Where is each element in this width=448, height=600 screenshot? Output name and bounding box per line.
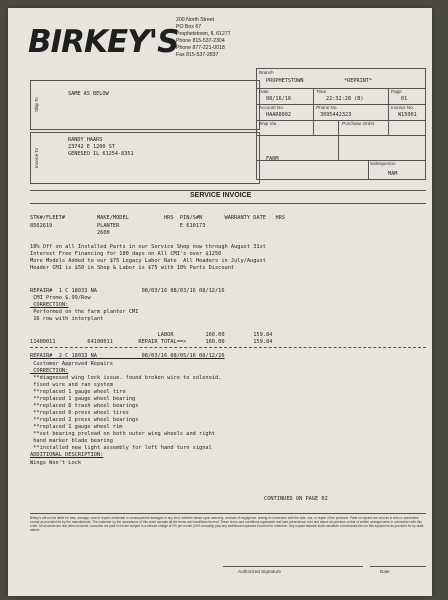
invoice-to-name: RANDY HAARS <box>68 137 103 143</box>
repair-1-text: 16 row with interplant <box>30 316 104 322</box>
footer-rule <box>30 513 426 514</box>
invoice-to-city: GENESEO IL 61254-8351 <box>68 151 134 157</box>
repair-1-total: 11400011 64100011 REPAIR TOTAL==> 160.00 159.84 <box>30 339 273 345</box>
continued-note: CONTINUED ON PAGE 02 <box>264 496 328 502</box>
title-rule-top <box>30 190 426 191</box>
repair-2-line: hand marker blade bearing <box>30 438 113 444</box>
invoice-number-label: Invoice No. <box>391 105 414 110</box>
salesperson-value: MAM <box>388 171 398 177</box>
date-value: 08/16/16 <box>266 96 291 102</box>
company-phone-tollfree: Phone 877-221-0018 <box>176 45 225 51</box>
reprint-stamp: *REPRINT* <box>344 78 373 84</box>
promo-line: Interest Free Financing for 180 days on All CMI's over $1250 <box>30 251 222 257</box>
repair-2-line: **set bearing preload on both outer wing wheels and right <box>30 431 215 437</box>
grid-line <box>256 135 426 136</box>
invoice-to-box <box>30 132 260 184</box>
repair-divider <box>30 347 426 348</box>
equipment-header: STK#/FLEET# MAKE/MODEL HRS PIN/S#N WARRANTY DATE HRS <box>30 215 286 221</box>
ship-to-label: Ship To <box>34 97 39 112</box>
grid-line <box>388 88 389 135</box>
authorized-signature-label: Authorized Signature <box>238 569 281 574</box>
repair-2-line: **replaced 1 gauge wheel bearing <box>30 396 136 402</box>
header-fields-box <box>256 68 426 180</box>
ship-via-value: FARM <box>266 156 279 162</box>
ship-to-box <box>30 80 260 130</box>
account-label: Account No. <box>259 105 285 110</box>
phone-label: Phone No. <box>316 105 338 110</box>
company-address <box>176 17 231 59</box>
additional-description-label: ADDITIONAL DESCRIPTION: <box>30 452 104 458</box>
company-phone-service: Phone 815-537-2304 <box>176 38 225 44</box>
equipment-row: 8562619 PLANTER E 610173 <box>30 223 206 229</box>
repair-1-header: REPAIR# 1 C 18033 NA 08/03/16 08/03/16 08/12/16 <box>30 288 225 294</box>
promo-line: Header CMI is $50 in Shop & Labor is $75 with 10% Parts Discount <box>30 265 235 271</box>
time-value: 22:32:28 (B) <box>326 96 364 102</box>
repair-2-line: Customer Approved Repairs <box>30 361 113 367</box>
time-label: Time <box>316 89 327 94</box>
signature-line <box>223 566 363 567</box>
repair-2-line: **replaced 1 gauge wheel tire <box>30 389 126 395</box>
repair-1-description: CMI Promo $.99/Row <box>30 295 91 301</box>
ship-via-label: Ship Via <box>259 121 277 126</box>
service-invoice-title: SERVICE INVOICE <box>190 192 252 199</box>
page-label: Page <box>391 89 402 94</box>
grid-line <box>338 120 339 160</box>
ship-to-text: SAME AS BELOW <box>68 91 109 97</box>
repair-2-line: **replaced 6 trash wheel bearings <box>30 403 139 409</box>
grid-line <box>256 160 426 161</box>
repair-2-line: **installed new light assembly for left hand turn signal <box>30 445 212 451</box>
salesperson-label: Salesperson <box>370 161 396 166</box>
invoice-to-label: Invoice To <box>34 147 39 168</box>
repair-2-line: fixed wire and ran system <box>30 382 113 388</box>
invoice-page <box>8 8 432 596</box>
repair-2-line: **replaced 1 gauge wheel rim <box>30 424 123 430</box>
date-label: Date <box>259 89 269 94</box>
repair-2-correction-label: CORRECTION: <box>30 368 69 374</box>
additional-description-text: Wings Won't Lock <box>30 460 82 466</box>
company-address-line1: 200 North Street <box>176 17 215 23</box>
signature-date-label: Date <box>380 569 390 574</box>
company-logo: BIRKEY'S <box>28 24 179 60</box>
account-value: HAAR8002 <box>266 112 291 118</box>
repair-2-line: **replaced 2 press wheel bearings <box>30 417 139 423</box>
title-rule-bottom <box>30 203 426 204</box>
company-fax: Fax 815-537-2837 <box>176 52 219 58</box>
terms-disclaimer: Birkey's will not be liable for loss, damage, cost of repairs incidental or consequential damages of any kind, whether based upon warranty, contract of negligence, arising in connection with the sale, use, or repair of the products. Parts on repairs are sold as is with no warranties except as provided for by the manufacturer. The customer by the acceptance of this order accepts all the terms and conditions thereof. These terms and conditions supersede and take precedence over and above all previous verbal or written arrangements in connection with this order. All amounts are due when invoiced. Accounts not paid in full are subject to a service charge of 2% per month (24% annually) plus any additional expenses incurred for collection. Any unpaid balance shall constitute a mechanics lien on this equipment as provided for by state statute. <box>30 516 424 532</box>
company-city: Prophetstown, IL 61277 <box>176 31 231 37</box>
repair-1-labor: LABOR 160.00 159.84 <box>30 332 273 338</box>
phone-value: 3095442323 <box>320 112 352 118</box>
repair-2-header: REPAIR# 2 C 18033 NA 08/03/16 08/05/16 08/12/16 <box>30 353 225 359</box>
repair-1-text: Performed on the farm planter CMI <box>30 309 139 315</box>
date-signature-line <box>370 566 426 567</box>
page-value: 01 <box>401 96 408 102</box>
repair-2-line: **diagnosed wing lock issue. found broken wire to solenoid. <box>30 375 222 381</box>
invoice-to-street: 23742 E 1200 ST <box>68 144 115 150</box>
grid-line <box>368 160 369 180</box>
invoice-number-value: W15001 <box>398 112 417 118</box>
grid-line <box>256 120 426 121</box>
promo-line: More Models Added to our $75 Legacy Labor Rate All Headers in July/August <box>30 258 266 264</box>
purchase-order-label: Purchase Order <box>342 121 375 126</box>
repair-2-line: **replaced 6 press wheel tires <box>30 410 129 416</box>
equipment-row-model: 2600 <box>30 230 110 236</box>
branch-label: Branch <box>259 70 274 75</box>
repair-1-correction-label: CORRECTION: <box>30 302 69 308</box>
promo-line: 10% Off on all Installed Parts in our Service Shop now through August 31st <box>30 244 266 250</box>
grid-line <box>313 88 314 135</box>
company-address-line2: PO Box 67 <box>176 24 202 30</box>
branch-value: PROPHETSTOWN <box>266 78 304 84</box>
